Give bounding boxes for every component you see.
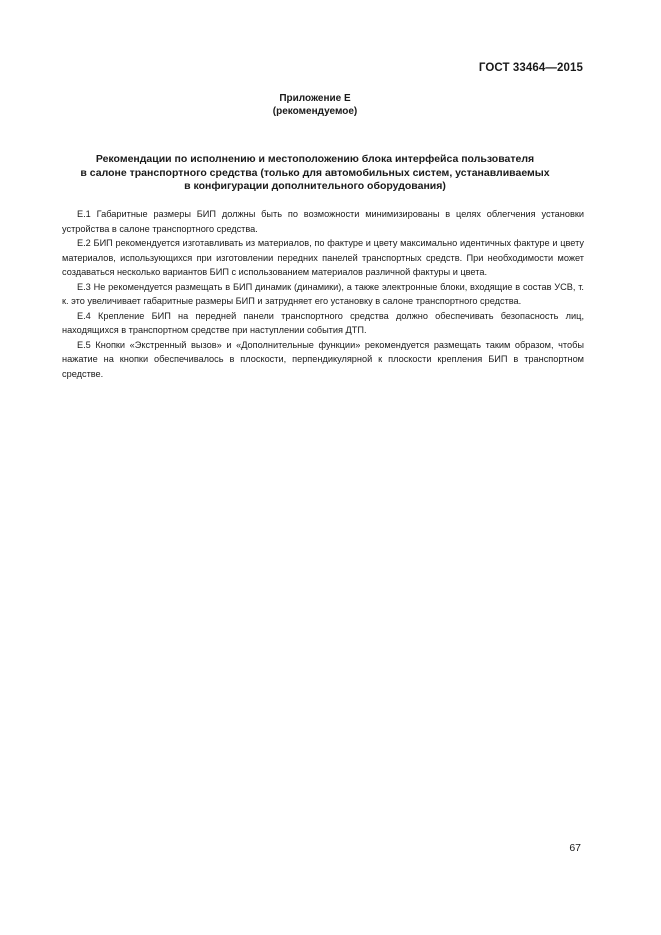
paragraph-e1: Е.1 Габаритные размеры БИП должны быть по возможности минимизированы в целях облегчения установки устройства в салоне транспортного средства. <box>62 209 584 234</box>
paragraph-e3: Е.3 Не рекомендуется размещать в БИП динамик (динамики), а также электронные блоки, входящие в состав УСВ, т. к. это увеличивает габаритные размеры БИП и затрудняет его установку в салоне транспортного средства. <box>62 281 584 306</box>
appendix-title: Приложение Е <box>279 93 351 104</box>
appendix-heading <box>0 92 630 118</box>
paragraph-e5: Е.5 Кнопки «Экстренный вызов» и «Дополнительные функции» рекомендуется размещать таким образом, чтобы нажатие на кнопки обеспечивалось в плоскости, перпендикулярной к плоскости крепления БИП в транспортном средстве. <box>62 339 584 379</box>
section-title-line: в конфигурации дополнительного оборудования) <box>184 180 446 192</box>
body-text <box>62 207 584 381</box>
appendix-status: (рекомендуемое) <box>272 106 358 117</box>
section-title-line: Рекомендации по исполнению и местоположению блока интерфейса пользователя <box>95 153 535 165</box>
section-title-line: в салоне транспортного средства (только для автомобильных систем, устанавливаемых <box>80 166 550 179</box>
paragraph-e4: Е.4 Крепление БИП на передней панели транспортного средства должно обеспечивать безопасность лиц, находящихся в транспортном средстве при наступлении события ДТП. <box>62 310 584 335</box>
section-title <box>0 153 630 194</box>
page-number: 67 <box>569 842 581 854</box>
document-code: ГОСТ 33464—2015 <box>478 62 583 74</box>
paragraph-e2: Е.2 БИП рекомендуется изготавливать из материалов, по фактуре и цвету максимально идентичных фактуре и цвету материалов, использующихся при изготовлении передних панелей транспортных средств. При необходимости может создаваться несколько вариантов БИП с использованием материалов различной фактуры и цвета. <box>62 238 584 277</box>
